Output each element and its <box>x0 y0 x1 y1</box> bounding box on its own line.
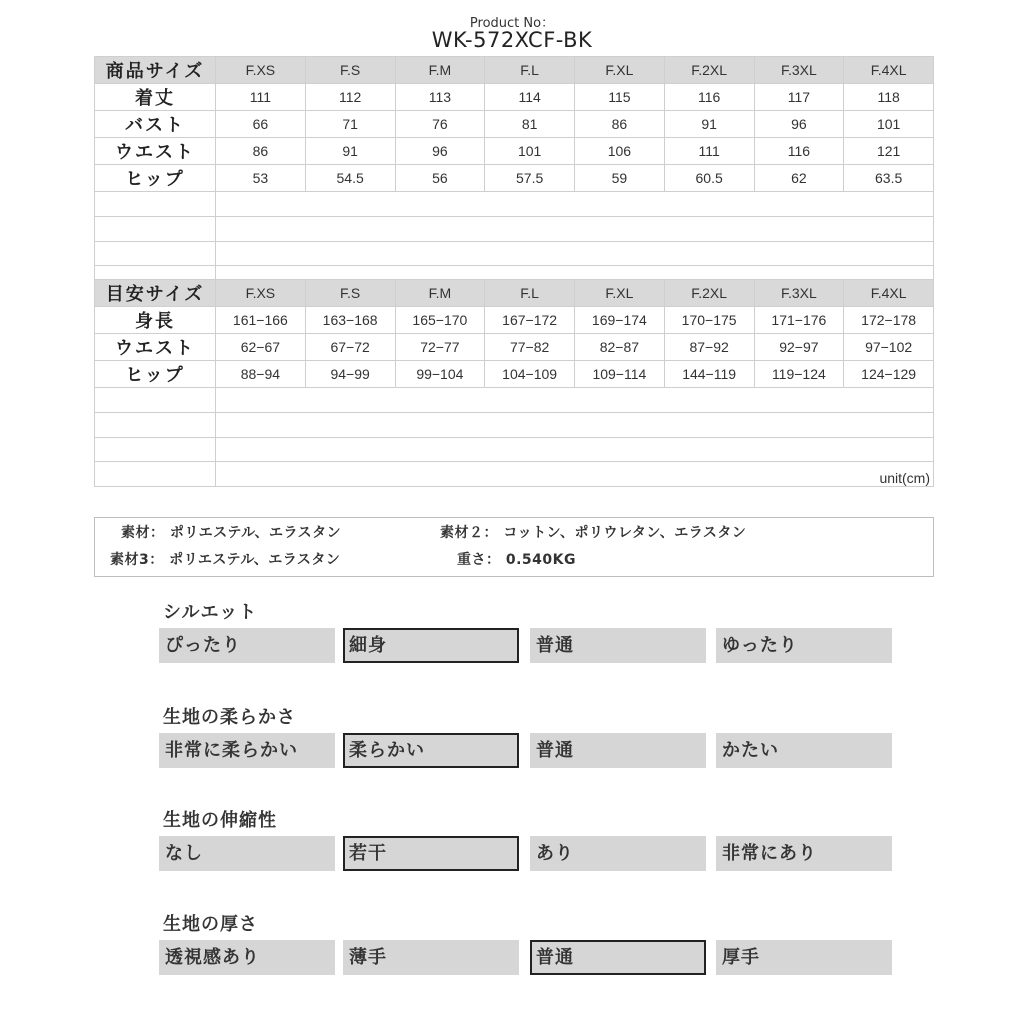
table-cell: F.XL <box>575 57 665 84</box>
table-header-row <box>95 280 934 307</box>
table-cell: 97−102 <box>844 334 934 361</box>
table-cell: 170−175 <box>664 307 754 334</box>
table-cell: 99−104 <box>395 361 485 388</box>
rating-option-selected: 柔らかい <box>343 733 519 768</box>
table-cell: F.XL <box>575 280 665 307</box>
table-cell: 96 <box>395 138 485 165</box>
table-cell: 62−67 <box>216 334 306 361</box>
table-cell: 56 <box>395 165 485 192</box>
empty-cell <box>95 437 216 462</box>
table-cell: 111 <box>664 138 754 165</box>
table-cell: F.L <box>485 57 575 84</box>
rating-option: あり <box>530 836 706 871</box>
rating-option: 透視感あり <box>159 940 335 975</box>
table-cell: 172−178 <box>844 307 934 334</box>
table-cell: F.XS <box>216 280 306 307</box>
rating-option: 普通 <box>530 733 706 768</box>
rating-title: 生地の伸縮性 <box>163 810 277 831</box>
empty-cell <box>216 388 934 413</box>
table-cell: 91 <box>305 138 395 165</box>
guide-size-table <box>94 279 934 487</box>
table-cell: 163−168 <box>305 307 395 334</box>
table-cell: F.M <box>395 57 485 84</box>
empty-cell <box>95 192 216 217</box>
table-cell: F.L <box>485 280 575 307</box>
table-cell: F.M <box>395 280 485 307</box>
table-cell: 169−174 <box>575 307 665 334</box>
product-code: WK-572XCF-BK <box>431 28 593 52</box>
table-cell: 171−176 <box>754 307 844 334</box>
product-size-table <box>94 56 934 291</box>
empty-row <box>95 437 934 462</box>
empty-row <box>95 462 934 487</box>
rating-option-selected: 細身 <box>343 628 519 663</box>
table-cell: 87−92 <box>664 334 754 361</box>
table-row <box>95 334 934 361</box>
table-cell: F.4XL <box>844 280 934 307</box>
table-cell: 72−77 <box>395 334 485 361</box>
row-label: ヒップ <box>95 165 216 192</box>
table-row <box>95 138 934 165</box>
empty-cell <box>95 216 216 241</box>
row-label: 着丈 <box>95 84 216 111</box>
table-cell: F.3XL <box>754 57 844 84</box>
table-cell: 86 <box>575 111 665 138</box>
table-cell: 114 <box>485 84 575 111</box>
rating-option: ゆったり <box>716 628 892 663</box>
product-number-label: Product No： <box>469 16 555 31</box>
table-row <box>95 165 934 192</box>
row-label: 身長 <box>95 307 216 334</box>
material-3: 素材3： ポリエステル、エラスタン <box>110 552 341 568</box>
rating-option: 非常にあり <box>716 836 892 871</box>
table-cell: 91 <box>664 111 754 138</box>
table-cell: 144−119 <box>664 361 754 388</box>
rating-option-selected: 普通 <box>530 940 706 975</box>
row-label: 商品サイズ <box>95 57 216 84</box>
table-cell: 116 <box>754 138 844 165</box>
row-label: 目安サイズ <box>95 280 216 307</box>
empty-cell <box>216 437 934 462</box>
rating-title: シルエット <box>163 602 258 623</box>
weight: 重さ： 0.540KG <box>457 552 576 568</box>
rating-option: ぴったり <box>159 628 335 663</box>
table-row <box>95 361 934 388</box>
table-cell: 161−166 <box>216 307 306 334</box>
table-cell: 67−72 <box>305 334 395 361</box>
material-1: 素材： ポリエステル、エラスタン <box>121 525 342 541</box>
table-cell: 53 <box>216 165 306 192</box>
table-cell: F.2XL <box>664 280 754 307</box>
empty-cell <box>95 462 216 487</box>
table-cell: 81 <box>485 111 575 138</box>
unit-label: unit(cm) <box>216 462 934 487</box>
table-cell: 82−87 <box>575 334 665 361</box>
table-cell: 76 <box>395 111 485 138</box>
table-cell: F.3XL <box>754 280 844 307</box>
material-2: 素材２： コットン、ポリウレタン、エラスタン <box>440 525 747 541</box>
table-cell: 115 <box>575 84 665 111</box>
table-row <box>95 111 934 138</box>
rating-title: 生地の柔らかさ <box>163 707 296 728</box>
table-cell: 121 <box>844 138 934 165</box>
rating-option: 普通 <box>530 628 706 663</box>
table-cell: 66 <box>216 111 306 138</box>
table-cell: 167−172 <box>485 307 575 334</box>
rating-title: 生地の厚さ <box>163 914 258 935</box>
table-cell: 86 <box>216 138 306 165</box>
table-cell: F.S <box>305 57 395 84</box>
table-cell: 109−114 <box>575 361 665 388</box>
table-cell: 101 <box>485 138 575 165</box>
table-cell: 57.5 <box>485 165 575 192</box>
row-label: ウエスト <box>95 138 216 165</box>
empty-row <box>95 216 934 241</box>
empty-cell <box>216 192 934 217</box>
table-cell: 71 <box>305 111 395 138</box>
table-row <box>95 84 934 111</box>
table-cell: 77−82 <box>485 334 575 361</box>
table-cell: F.XS <box>216 57 306 84</box>
empty-cell <box>216 412 934 437</box>
table-cell: 118 <box>844 84 934 111</box>
row-label: バスト <box>95 111 216 138</box>
empty-cell <box>95 388 216 413</box>
table-cell: 111 <box>216 84 306 111</box>
table-cell: F.S <box>305 280 395 307</box>
rating-option: かたい <box>716 733 892 768</box>
table-cell: 88−94 <box>216 361 306 388</box>
table-cell: F.4XL <box>844 57 934 84</box>
empty-cell <box>95 241 216 266</box>
empty-row <box>95 241 934 266</box>
empty-row <box>95 412 934 437</box>
table-cell: 63.5 <box>844 165 934 192</box>
empty-cell <box>216 216 934 241</box>
row-label: ウエスト <box>95 334 216 361</box>
table-cell: F.2XL <box>664 57 754 84</box>
table-row <box>95 307 934 334</box>
rating-option: 薄手 <box>343 940 519 975</box>
table-cell: 54.5 <box>305 165 395 192</box>
table-cell: 104−109 <box>485 361 575 388</box>
rating-option: 非常に柔らかい <box>159 733 335 768</box>
table-header-row <box>95 57 934 84</box>
row-label: ヒップ <box>95 361 216 388</box>
material-info-box <box>94 517 934 577</box>
empty-row <box>95 192 934 217</box>
table-cell: 165−170 <box>395 307 485 334</box>
empty-cell <box>216 241 934 266</box>
table-cell: 116 <box>664 84 754 111</box>
table-cell: 112 <box>305 84 395 111</box>
empty-cell <box>95 412 216 437</box>
table-cell: 113 <box>395 84 485 111</box>
table-cell: 119−124 <box>754 361 844 388</box>
rating-option: なし <box>159 836 335 871</box>
table-cell: 94−99 <box>305 361 395 388</box>
table-cell: 124−129 <box>844 361 934 388</box>
empty-row <box>95 388 934 413</box>
rating-option-selected: 若干 <box>343 836 519 871</box>
table-cell: 101 <box>844 111 934 138</box>
table-cell: 59 <box>575 165 665 192</box>
table-cell: 92−97 <box>754 334 844 361</box>
table-cell: 117 <box>754 84 844 111</box>
table-cell: 96 <box>754 111 844 138</box>
table-cell: 62 <box>754 165 844 192</box>
rating-option: 厚手 <box>716 940 892 975</box>
table-cell: 60.5 <box>664 165 754 192</box>
table-cell: 106 <box>575 138 665 165</box>
